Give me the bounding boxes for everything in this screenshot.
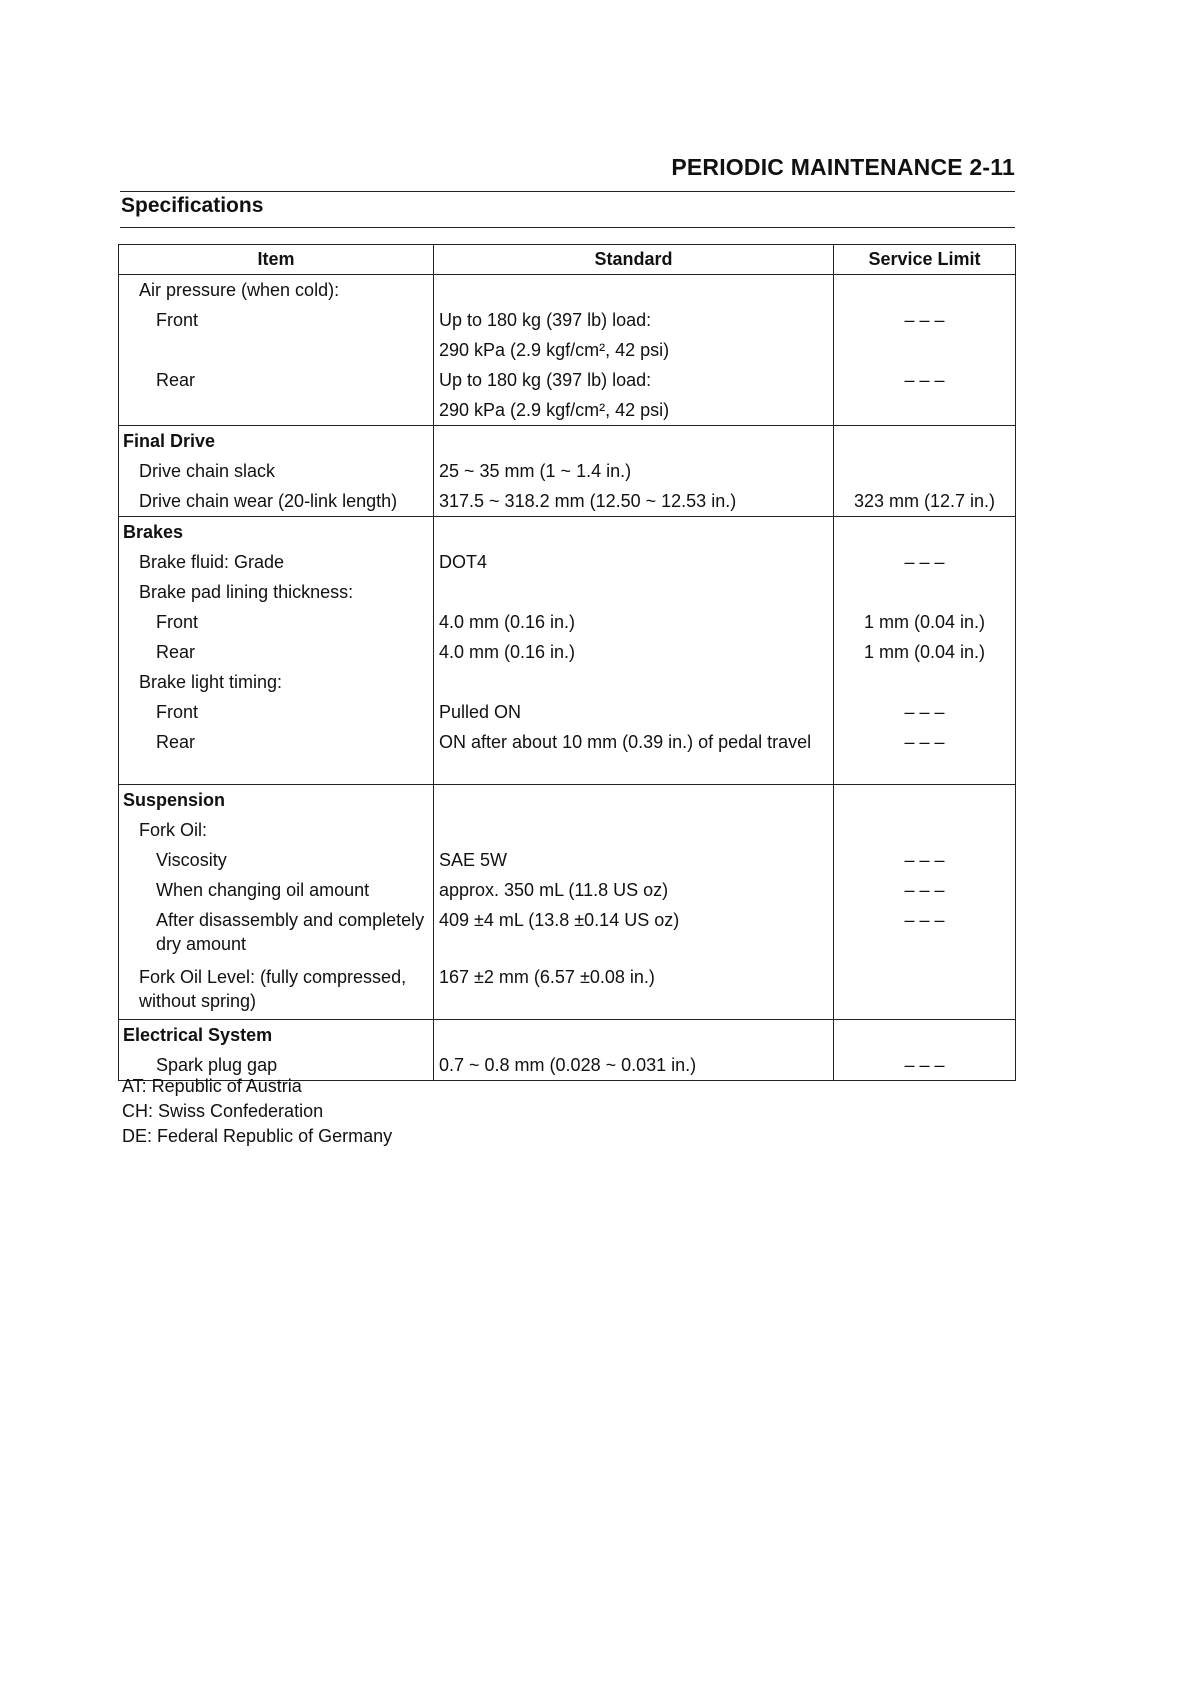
standard-cell: DOT4 <box>434 547 834 577</box>
table-row <box>119 395 1016 426</box>
group-heading: Electrical System <box>119 1020 434 1051</box>
table-row <box>119 426 1016 457</box>
table-group <box>119 517 1016 785</box>
page-header-title: PERIODIC MAINTENANCE 2-11 <box>671 154 1015 180</box>
header-rule <box>120 191 1015 192</box>
service-limit-cell: – – – <box>834 547 1016 577</box>
table-row <box>119 607 1016 637</box>
standard-cell: 0.7 ~ 0.8 mm (0.028 ~ 0.031 in.) <box>434 1050 834 1081</box>
section-rule <box>120 227 1015 228</box>
table-row <box>119 637 1016 667</box>
table-row <box>119 845 1016 875</box>
standard-cell: approx. 350 mL (11.8 US oz) <box>434 875 834 905</box>
item-cell: When changing oil amount <box>119 875 434 905</box>
table-row <box>119 875 1016 905</box>
table-row <box>119 815 1016 845</box>
footnote-at: AT: Republic of Austria <box>122 1076 302 1096</box>
service-limit-cell <box>834 785 1016 816</box>
item-cell: Front <box>119 305 434 335</box>
table-row <box>119 486 1016 517</box>
column-header-standard: Standard <box>434 245 834 275</box>
table-row <box>119 547 1016 577</box>
standard-cell <box>434 426 834 457</box>
standard-cell: 4.0 mm (0.16 in.) <box>434 607 834 637</box>
table-group <box>119 275 1016 426</box>
standard-cell: 409 ±4 mL (13.8 ±0.14 US oz) <box>434 905 834 962</box>
service-limit-cell: 1 mm (0.04 in.) <box>834 637 1016 667</box>
standard-cell: 167 ±2 mm (6.57 ±0.08 in.) <box>434 962 834 1020</box>
standard-cell: Up to 180 kg (397 lb) load: <box>434 305 834 335</box>
item-cell: Drive chain wear (20-link length) <box>119 486 434 517</box>
table-group <box>119 426 1016 517</box>
item-cell: Rear <box>119 637 434 667</box>
item-cell: Fork Oil Level: (fully compressed, without spring) <box>119 962 434 1020</box>
group-heading: Brakes <box>119 517 434 548</box>
standard-cell: 290 kPa (2.9 kgf/cm², 42 psi) <box>434 395 834 426</box>
item-cell: Brake pad lining thickness: <box>119 577 434 607</box>
table-row <box>119 335 1016 365</box>
service-limit-cell <box>834 1020 1016 1051</box>
standard-cell: 317.5 ~ 318.2 mm (12.50 ~ 12.53 in.) <box>434 486 834 517</box>
footnote-ch: CH: Swiss Confederation <box>122 1101 324 1121</box>
service-limit-cell: – – – <box>834 365 1016 395</box>
item-cell <box>119 395 434 426</box>
table-row <box>119 697 1016 727</box>
standard-cell <box>434 577 834 607</box>
service-limit-cell <box>834 667 1016 697</box>
footnote-de: DE: Federal Republic of Germany <box>122 1126 393 1146</box>
standard-cell: Up to 180 kg (397 lb) load: <box>434 365 834 395</box>
service-limit-cell <box>834 426 1016 457</box>
standard-cell <box>434 815 834 845</box>
table-row <box>119 1020 1016 1051</box>
table-row <box>119 275 1016 306</box>
standard-cell <box>434 275 834 306</box>
table-group <box>119 1020 1016 1081</box>
specifications-table <box>118 244 1016 1081</box>
standard-cell <box>434 667 834 697</box>
service-limit-cell: – – – <box>834 697 1016 727</box>
table-row <box>119 517 1016 548</box>
column-header-service-limit: Service Limit <box>834 245 1016 275</box>
service-limit-cell <box>834 962 1016 1020</box>
table-header-row <box>119 245 1016 275</box>
column-header-item: Item <box>119 245 434 275</box>
table-row <box>119 727 1016 785</box>
standard-cell <box>434 1020 834 1051</box>
service-limit-cell: – – – <box>834 845 1016 875</box>
item-cell: Spark plug gap <box>119 1050 434 1081</box>
service-limit-cell: 323 mm (12.7 in.) <box>834 486 1016 517</box>
footnotes <box>122 1074 392 1149</box>
service-limit-cell <box>834 815 1016 845</box>
item-cell: Drive chain slack <box>119 456 434 486</box>
table-group <box>119 785 1016 1020</box>
group-heading: Suspension <box>119 785 434 816</box>
service-limit-cell <box>834 395 1016 426</box>
standard-cell <box>434 517 834 548</box>
service-limit-cell: – – – <box>834 875 1016 905</box>
item-cell: Viscosity <box>119 845 434 875</box>
service-limit-cell <box>834 517 1016 548</box>
standard-cell: ON after about 10 mm (0.39 in.) of pedal travel <box>434 727 834 785</box>
item-cell <box>119 335 434 365</box>
item-cell: Air pressure (when cold): <box>119 275 434 306</box>
service-limit-cell: – – – <box>834 1050 1016 1081</box>
standard-cell: 25 ~ 35 mm (1 ~ 1.4 in.) <box>434 456 834 486</box>
item-cell: Rear <box>119 727 434 785</box>
service-limit-cell: – – – <box>834 905 1016 962</box>
service-limit-cell: – – – <box>834 305 1016 335</box>
service-limit-cell <box>834 275 1016 306</box>
service-limit-cell <box>834 577 1016 607</box>
table-row <box>119 785 1016 816</box>
item-cell: Brake fluid: Grade <box>119 547 434 577</box>
item-cell: Fork Oil: <box>119 815 434 845</box>
standard-cell <box>434 785 834 816</box>
standard-cell: 4.0 mm (0.16 in.) <box>434 637 834 667</box>
table-row <box>119 305 1016 335</box>
service-limit-cell <box>834 335 1016 365</box>
service-limit-cell: 1 mm (0.04 in.) <box>834 607 1016 637</box>
item-cell: Brake light timing: <box>119 667 434 697</box>
standard-cell: Pulled ON <box>434 697 834 727</box>
service-limit-cell: – – – <box>834 727 1016 785</box>
table-row <box>119 962 1016 1020</box>
item-cell: Front <box>119 697 434 727</box>
table-row <box>119 667 1016 697</box>
table-row <box>119 365 1016 395</box>
item-cell: Front <box>119 607 434 637</box>
table-row <box>119 905 1016 962</box>
item-cell: Rear <box>119 365 434 395</box>
table-row <box>119 456 1016 486</box>
service-limit-cell <box>834 456 1016 486</box>
section-title: Specifications <box>121 194 264 217</box>
standard-cell: SAE 5W <box>434 845 834 875</box>
item-cell: After disassembly and completely dry amount <box>119 905 434 962</box>
standard-cell: 290 kPa (2.9 kgf/cm², 42 psi) <box>434 335 834 365</box>
group-heading: Final Drive <box>119 426 434 457</box>
table-row <box>119 577 1016 607</box>
